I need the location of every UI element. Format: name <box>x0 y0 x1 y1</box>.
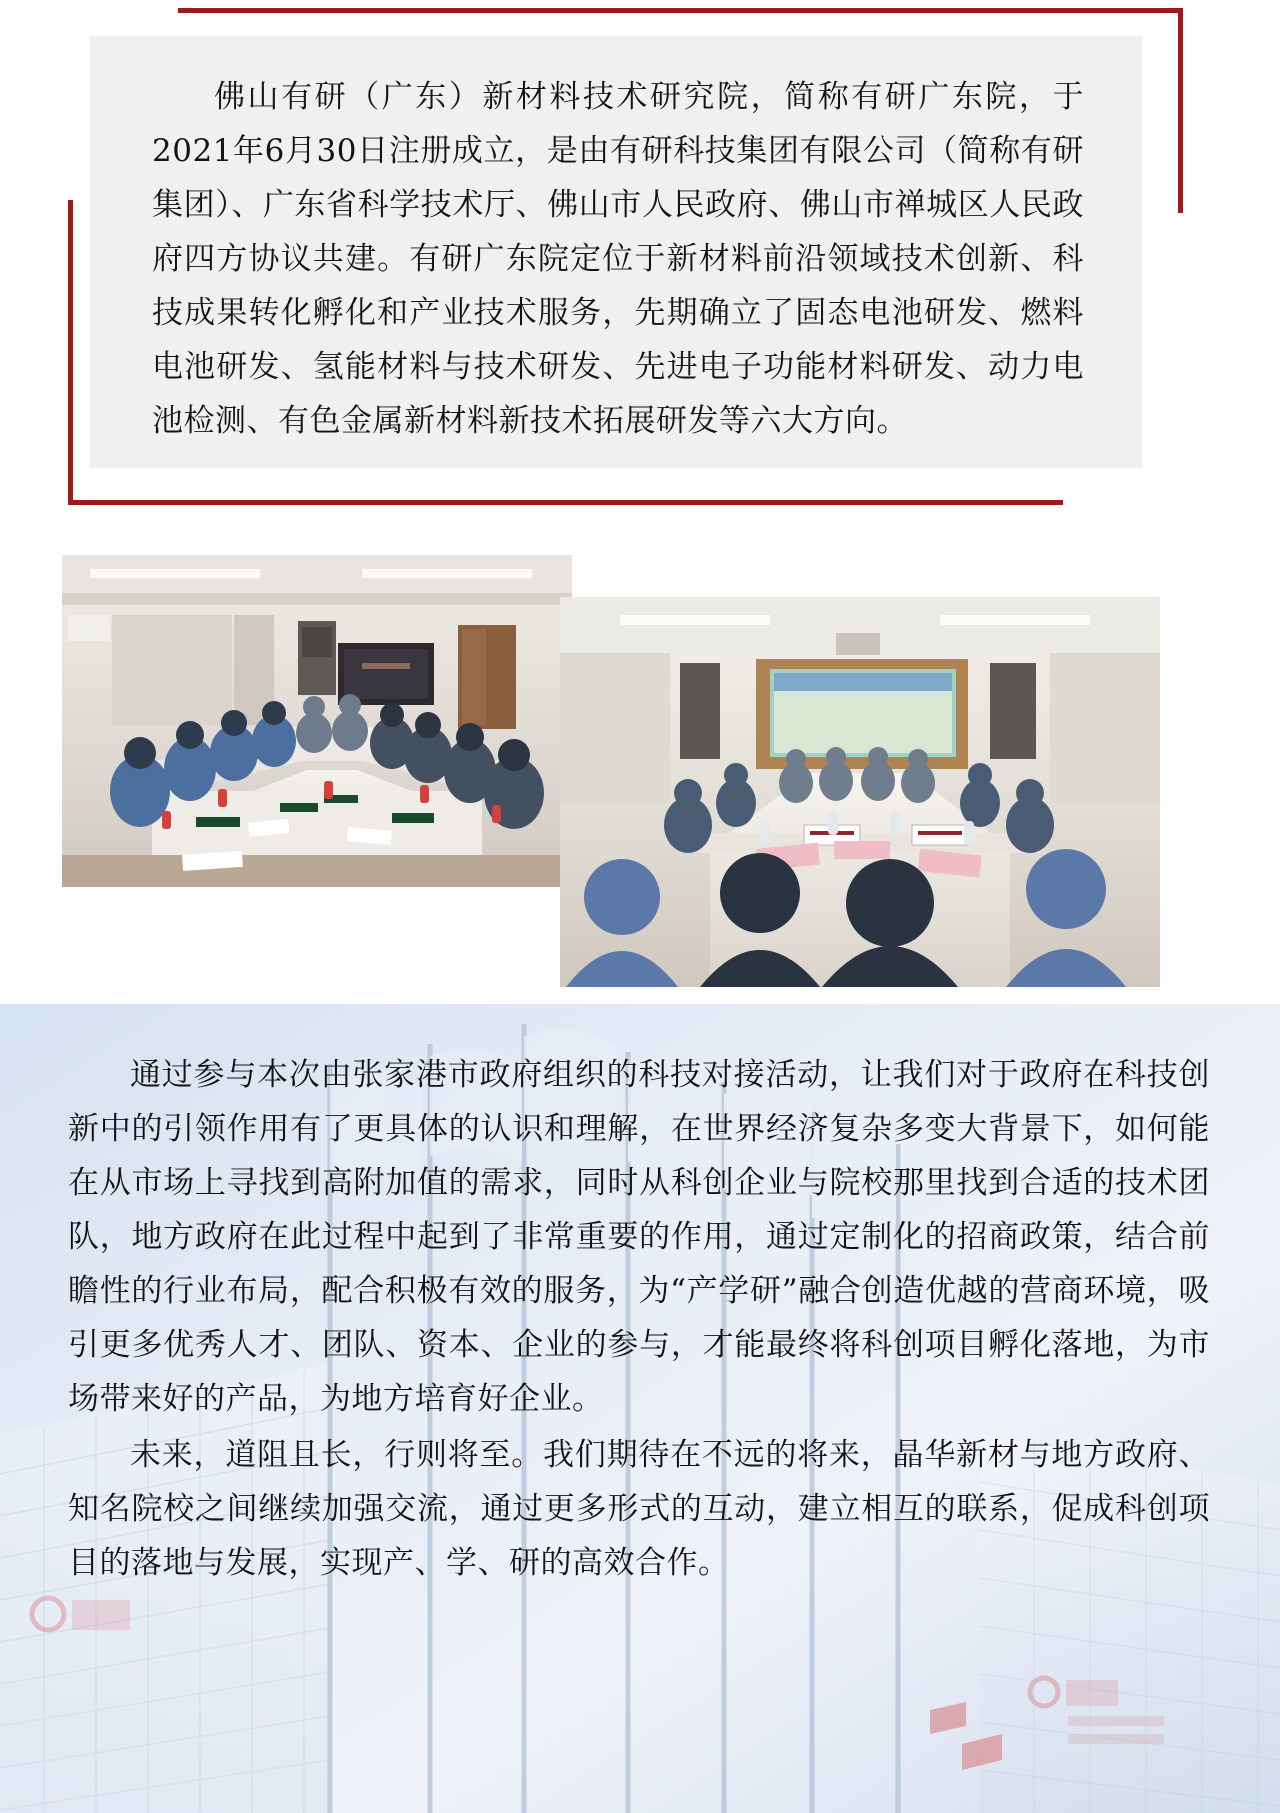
decorative-frame-top <box>178 8 1183 13</box>
decorative-frame-bottom <box>68 500 1063 505</box>
photo-row <box>0 555 1280 975</box>
intro-paragraph: 佛山有研（广东）新材料技术研究院，简称有研广东院，于2021年6月30日注册成立，是由有研科技集团有限公司（简称有研集团）、广东省科学技术厅、佛山市人民政府、佛山市禅城区人民政府四方协议共建。有研广东院定位于新材料前沿领域技术创新、科技成果转化孵化和产业技术服务，先期确立了固态电池研发、燃料电池研发、氢能材料与技术研发、先进电子功能材料研发、动力电池检测、有色金属新材料新技术拓展研发等六大方向。 <box>152 79 1084 439</box>
intro-section <box>0 0 1280 530</box>
closing-paragraph-1: 通过参与本次由张家港市政府组织的科技对接活动，让我们对于政府在科技创新中的引领作用有了更具体的认识和理解，在世界经济复杂多变大背景下，如何能在从市场上寻找到高附加值的需求，同时从科创企业与院校那里找到合适的技术团队，地方政府在此过程中起到了非常重要的作用，通过定制化的招商政策，结合前瞻性的行业布局，配合积极有效的服务，为“产学研”融合创造优越的营商环境，吸引更多优秀人才、团队、资本、企业的参与，才能最终将科创项目孵化落地，为市场带来好的产品，为地方培育好企业。 <box>68 1057 1210 1417</box>
decorative-frame-right <box>1178 8 1183 213</box>
closing-section <box>0 1004 1280 1813</box>
closing-text-block <box>68 1048 1210 1590</box>
meeting-room-photo-right <box>560 597 1160 987</box>
intro-panel <box>90 36 1142 468</box>
decorative-frame-left <box>68 200 73 505</box>
meeting-room-photo-left <box>62 555 572 887</box>
closing-paragraph-2: 未来，道阻且长，行则将至。我们期待在不远的将来，晶华新材与地方政府、知名院校之间继续加强交流，通过更多形式的互动，建立相互的联系，促成科创项目的落地与发展，实现产、学、研的高效合作。 <box>68 1437 1210 1581</box>
